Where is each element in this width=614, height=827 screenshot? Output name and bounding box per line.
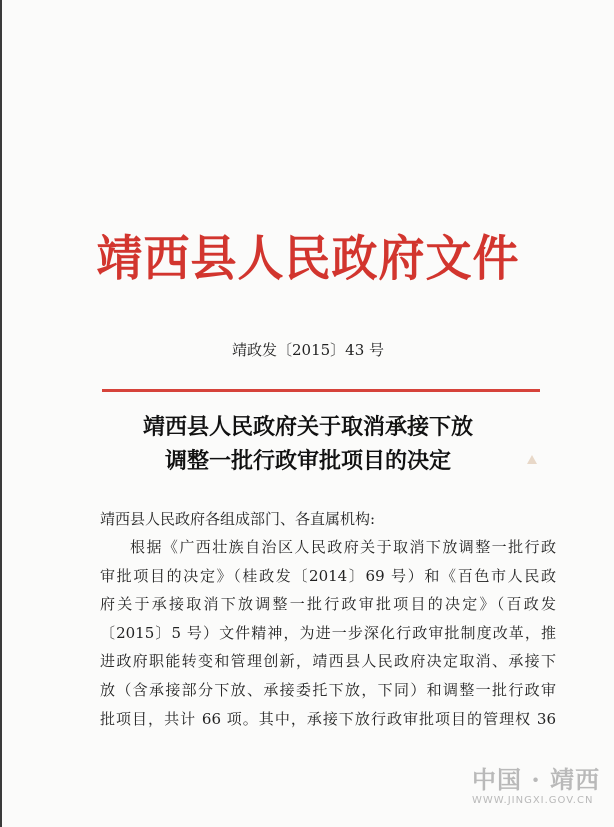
site-watermark	[472, 765, 612, 806]
body-line: 根据《广西壮族自治区人民政府关于取消下放调整一批行政	[130, 538, 556, 556]
decision-title-line-1: 靖西县人民政府关于取消承接下放	[142, 414, 473, 440]
scan-mark-icon	[527, 455, 537, 464]
body-line: 批项目，共计 66 项。其中，承接下放行政审批项目的管理权 36	[100, 709, 556, 728]
decision-title-line-2: 调整一批行政审批项目的决定	[164, 448, 451, 474]
watermark-url: WWW.JINGXI.GOV.CN	[472, 795, 594, 806]
document-number: 靖政发〔2015〕43 号	[231, 341, 385, 359]
watermark-logo-text: 中国 · 靖西	[472, 765, 601, 794]
body-line: 审批项目的决定》（桂政发〔2014〕69 号）和《百色市人民政	[100, 566, 556, 585]
body-line: 放（含承接部分下放、承接委托下放，下同）和调整一批行政审	[100, 680, 556, 699]
document-header-title: 靖西县人民政府文件	[96, 229, 520, 287]
body-line: 府关于承接取消下放调整一批行政审批项目的决定》（百政发	[100, 595, 556, 614]
red-divider-rule	[102, 389, 540, 392]
salutation: 靖西县人民政府各组成部门、各直属机构:	[100, 510, 376, 528]
body-line: 进政府职能转变和管理创新，靖西县人民政府决定取消、承接下	[100, 652, 556, 671]
body-paragraph	[100, 533, 556, 733]
body-line: 〔2015〕5 号）文件精神，为进一步深化行政审批制度改革，推	[100, 623, 556, 642]
